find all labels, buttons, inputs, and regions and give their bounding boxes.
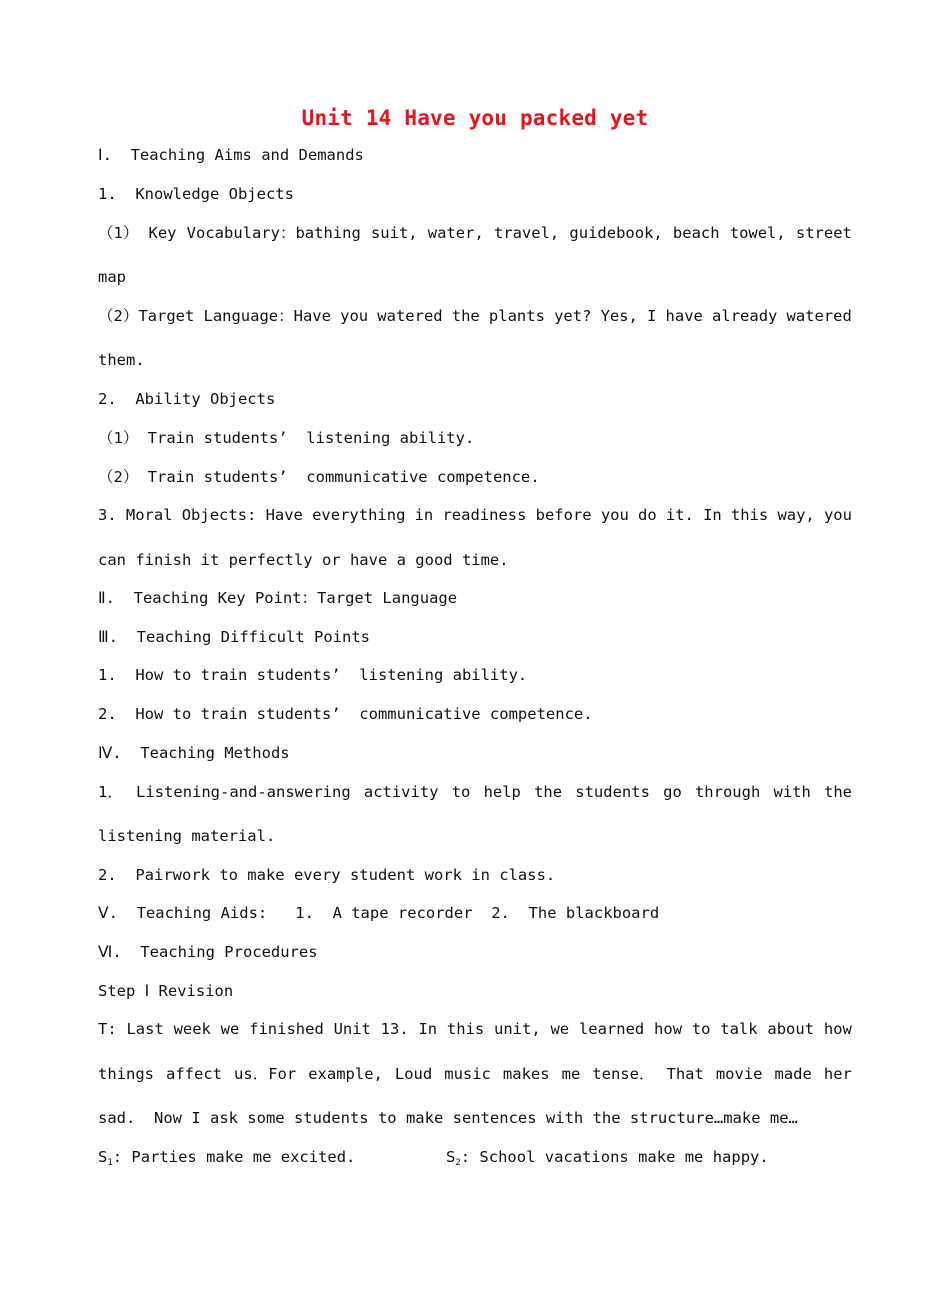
word: Listening-and-answering <box>136 783 351 801</box>
word: In <box>703 506 722 524</box>
student-1-text: : Parties make me excited. <box>112 1148 356 1166</box>
word: readiness <box>442 506 527 524</box>
word: towel, <box>729 224 786 242</box>
step-revision-heading: Step Ⅰ Revision <box>98 982 234 1000</box>
word: 3. <box>98 506 117 524</box>
difficult-point-2: 2. How to train students’ communicative competence. <box>98 705 593 723</box>
word: beach <box>672 224 720 242</box>
word: Yes, <box>600 307 638 325</box>
word: how <box>654 1020 683 1038</box>
word: In <box>418 1020 438 1038</box>
word: example, <box>308 1065 383 1083</box>
student-1-response <box>98 1147 355 1173</box>
section-teaching-aids: Ⅴ. Teaching Aids: 1. A tape recorder 2. The blackboard <box>98 904 660 922</box>
word: help <box>483 783 521 801</box>
key-vocabulary-line <box>98 223 852 243</box>
student-2-text: : School vacations make me happy. <box>460 1148 769 1166</box>
student-2-label: S <box>446 1148 456 1166</box>
word: the <box>824 783 852 801</box>
word: with <box>773 783 811 801</box>
word: about <box>767 1020 815 1038</box>
word: street <box>795 224 852 242</box>
target-language-continued: them. <box>98 351 145 369</box>
word: have <box>665 307 703 325</box>
word: this <box>446 1020 485 1038</box>
word: water, <box>427 224 484 242</box>
section-teaching-methods: Ⅳ. Teaching Methods <box>98 744 290 762</box>
target-language-line <box>98 306 852 326</box>
method-1-line <box>98 782 852 802</box>
word: Have <box>265 506 303 524</box>
word: movie <box>715 1065 763 1083</box>
word: in <box>414 506 434 524</box>
word: you <box>340 307 369 325</box>
word: 1． <box>98 783 123 801</box>
word: talk <box>720 1020 758 1038</box>
word: Objects: <box>181 506 257 524</box>
word: watered <box>377 307 443 325</box>
word: week <box>173 1020 211 1038</box>
word: made <box>774 1065 812 1083</box>
word: the <box>451 307 480 325</box>
ability-objects-heading: 2. Ability Objects <box>98 390 276 408</box>
teacher-speech-line-1 <box>98 1019 852 1039</box>
word: us．For <box>234 1065 297 1083</box>
teacher-speech-line-2 <box>98 1064 852 1084</box>
word: suit, <box>370 224 418 242</box>
word: this <box>730 506 769 524</box>
word: Language：Have <box>203 307 331 325</box>
page-title: Unit 14 Have you packed yet <box>301 106 649 130</box>
word: learned <box>578 1020 645 1038</box>
word: how <box>823 1020 852 1038</box>
word: before <box>535 506 592 524</box>
word: Unit <box>333 1020 371 1038</box>
word: students <box>575 783 650 801</box>
difficult-point-1: 1. How to train students’ listening ability. <box>98 666 528 684</box>
word: it. <box>665 506 694 524</box>
word: I <box>647 307 657 325</box>
word: Last <box>126 1020 164 1038</box>
word: already <box>712 307 778 325</box>
method-1-continued: listening material. <box>98 827 276 845</box>
word: guidebook, <box>569 224 663 242</box>
word: way, <box>777 506 815 524</box>
word: 13. <box>380 1020 409 1038</box>
student-1-label: S <box>98 1148 108 1166</box>
student-2-response <box>446 1147 769 1173</box>
word: yet? <box>554 307 592 325</box>
word: things <box>98 1065 154 1083</box>
word: （2）Target <box>98 307 195 325</box>
section-teaching-procedures: Ⅵ. Teaching Procedures <box>98 943 318 961</box>
word: her <box>823 1065 852 1083</box>
word: everything <box>312 506 406 524</box>
word: T: <box>98 1020 117 1038</box>
word: through <box>694 783 761 801</box>
student-2-subscript: 2 <box>455 1158 461 1168</box>
knowledge-objects-heading: 1. Knowledge Objects <box>98 185 294 203</box>
word: to <box>691 1020 711 1038</box>
word: you <box>823 506 852 524</box>
teacher-speech-line-3: sad. Now I ask some students to make sentences with the structure…make me… <box>98 1109 798 1127</box>
student-1-subscript: 1 <box>107 1158 113 1168</box>
word: （1） <box>98 224 139 242</box>
word: you <box>600 506 629 524</box>
word: affect <box>166 1065 223 1083</box>
ability-object-2: （2） Train students’ communicative competence. <box>98 468 540 486</box>
word: makes <box>502 1065 550 1083</box>
word: the <box>534 783 563 801</box>
ability-object-1: （1） Train students’ listening ability. <box>98 429 475 447</box>
word: finished <box>249 1020 324 1038</box>
moral-objects-line <box>98 505 852 525</box>
word: we <box>550 1020 570 1038</box>
section-key-point: Ⅱ. Teaching Key Point：Target Language <box>98 589 458 607</box>
word: me <box>561 1065 581 1083</box>
word: Loud <box>394 1065 433 1083</box>
key-vocabulary-continued: map <box>98 268 126 286</box>
section-teaching-aims: Ⅰ. Teaching Aims and Demands <box>98 146 364 164</box>
word: music <box>444 1065 491 1083</box>
word: go <box>663 783 682 801</box>
word: Key <box>148 224 177 242</box>
section-difficult-points: Ⅲ. Teaching Difficult Points <box>98 628 370 646</box>
word: Vocabulary：bathing <box>186 224 361 242</box>
word: unit, <box>494 1020 541 1038</box>
word: tense． <box>592 1065 655 1083</box>
word: Moral <box>125 506 173 524</box>
method-2: 2. Pairwork to make every student work in class. <box>98 866 556 884</box>
moral-objects-continued: can finish it perfectly or have a good time. <box>98 551 509 569</box>
word: activity <box>363 783 439 801</box>
word: That <box>666 1065 704 1083</box>
word: plants <box>488 307 545 325</box>
word: do <box>638 506 657 524</box>
word: we <box>220 1020 240 1038</box>
word: to <box>451 783 471 801</box>
word: travel, <box>493 224 560 242</box>
word: watered <box>786 307 852 325</box>
